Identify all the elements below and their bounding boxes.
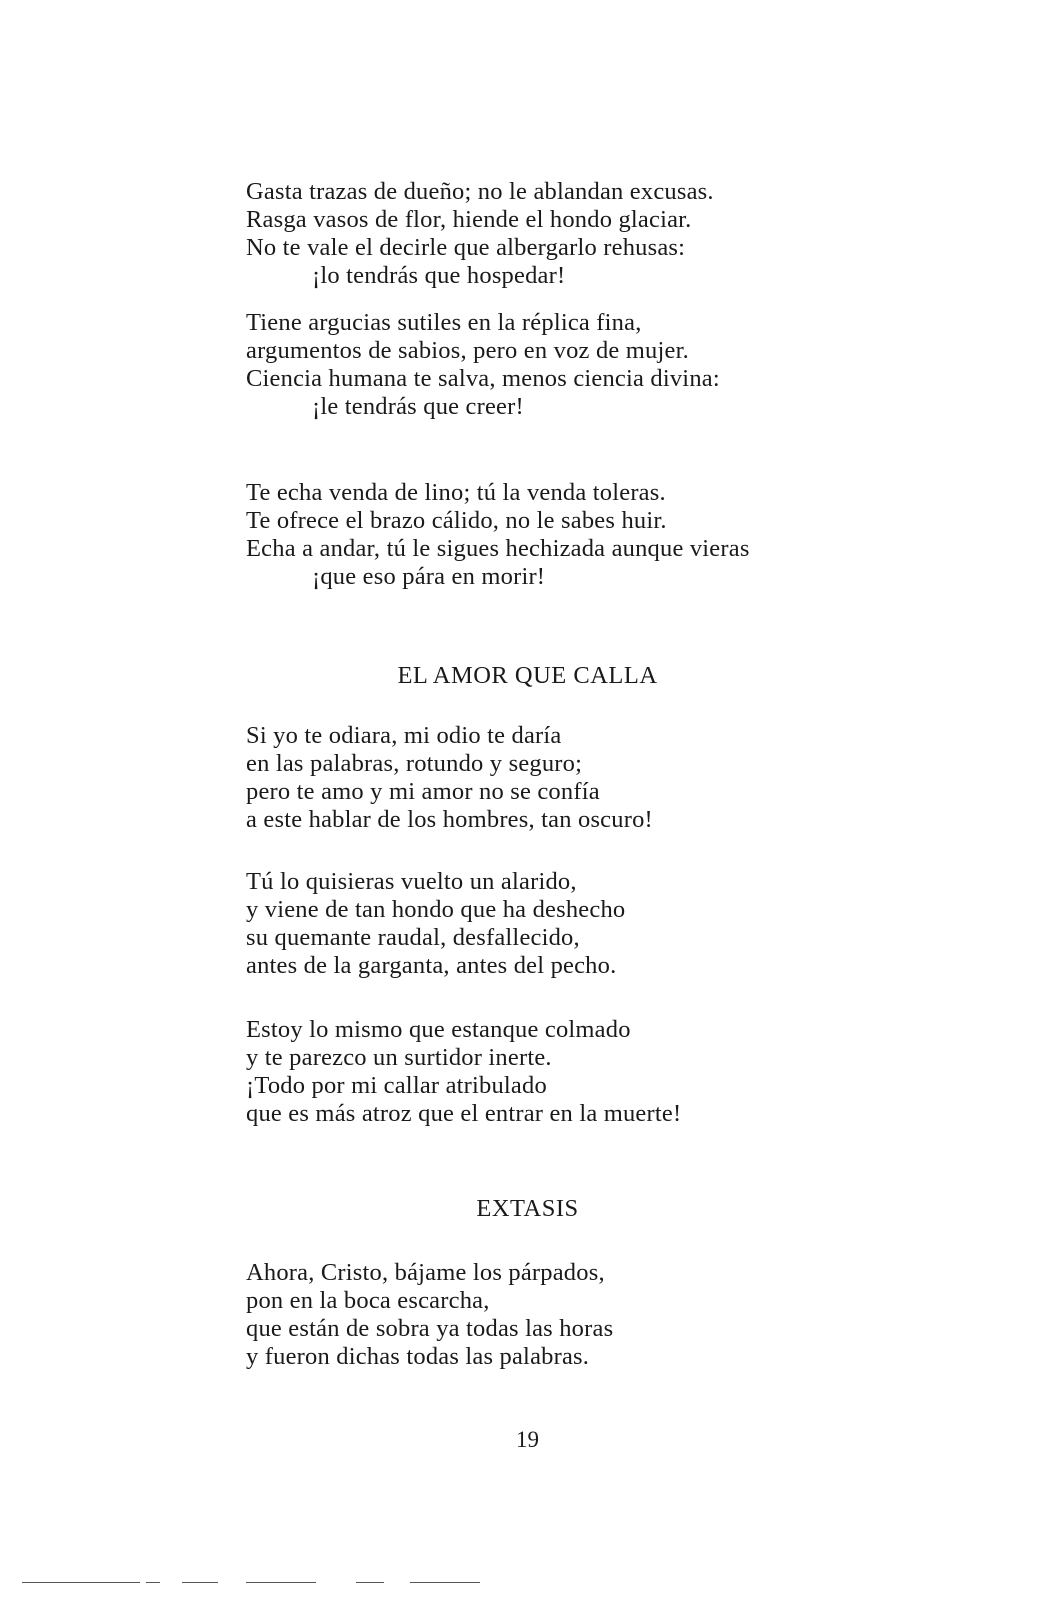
scan-line-segment xyxy=(410,1582,480,1583)
poem-stanza xyxy=(246,1016,826,1128)
poem-line: a este hablar de los hombres, tan oscuro! xyxy=(246,806,653,833)
poem-line: antes de la garganta, antes del pecho. xyxy=(246,952,617,979)
poem-line: Estoy lo mismo que estanque colmado xyxy=(246,1016,631,1043)
scan-line-segment xyxy=(22,1582,140,1583)
poem-line: Te ofrece el brazo cálido, no le sabes huir. xyxy=(246,507,667,534)
poem-line: No te vale el decirle que albergarlo rehusas: xyxy=(246,234,686,261)
poem-stanza xyxy=(246,178,826,290)
page-number: 19 xyxy=(516,1427,539,1452)
poem-line: su quemante raudal, desfallecido, xyxy=(246,924,580,951)
poem-line: Ciencia humana te salva, menos ciencia divina: xyxy=(246,365,720,392)
poem-title: EXTASIS xyxy=(476,1195,579,1222)
poem-line: y fueron dichas todas las palabras. xyxy=(246,1343,590,1370)
scan-line-segment xyxy=(182,1582,218,1583)
poem-line: pero te amo y mi amor no se confía xyxy=(246,778,600,805)
poem-stanza xyxy=(246,1259,826,1371)
poem-line: y viene de tan hondo que ha deshecho xyxy=(246,896,626,923)
scan-edge-artifact xyxy=(0,1582,1055,1585)
poem-line-refrain: ¡le tendrás que creer! xyxy=(312,393,524,420)
scan-line-segment xyxy=(146,1582,160,1583)
poem-stanza xyxy=(246,868,826,980)
poem-line: argumentos de sabios, pero en voz de mujer. xyxy=(246,337,689,364)
poem-line: ¡Todo por mi callar atribulado xyxy=(246,1072,547,1099)
poem-line: que están de sobra ya todas las horas xyxy=(246,1315,614,1342)
poem-line: Ahora, Cristo, bájame los párpados, xyxy=(246,1259,605,1286)
poem-line: en las palabras, rotundo y seguro; xyxy=(246,750,583,777)
poem-title: EL AMOR QUE CALLA xyxy=(397,662,658,689)
poem-line: Echa a andar, tú le sigues hechizada aunque vieras xyxy=(246,535,750,562)
poem-line: Gasta trazas de dueño; no le ablandan excusas. xyxy=(246,178,714,205)
poem-line-refrain: ¡lo tendrás que hospedar! xyxy=(312,262,566,289)
poem-stanza xyxy=(246,479,826,591)
poem-stanza xyxy=(246,722,826,834)
poem-line: Tiene argucias sutiles en la réplica fina, xyxy=(246,309,642,336)
poem-line: que es más atroz que el entrar en la muerte! xyxy=(246,1100,682,1127)
poem-line: y te parezco un surtidor inerte. xyxy=(246,1044,552,1071)
poem-line: Tú lo quisieras vuelto un alarido, xyxy=(246,868,577,895)
poem-stanza xyxy=(246,309,826,421)
poem-line: Si yo te odiara, mi odio te daría xyxy=(246,722,562,749)
scan-line-segment xyxy=(356,1582,384,1583)
poem-line: Te echa venda de lino; tú la venda toleras. xyxy=(246,479,666,506)
poem-line: pon en la boca escarcha, xyxy=(246,1287,490,1314)
scan-line-segment xyxy=(246,1582,316,1583)
poem-line: Rasga vasos de flor, hiende el hondo glaciar. xyxy=(246,206,692,233)
poem-line-refrain: ¡que eso pára en morir! xyxy=(312,563,546,590)
